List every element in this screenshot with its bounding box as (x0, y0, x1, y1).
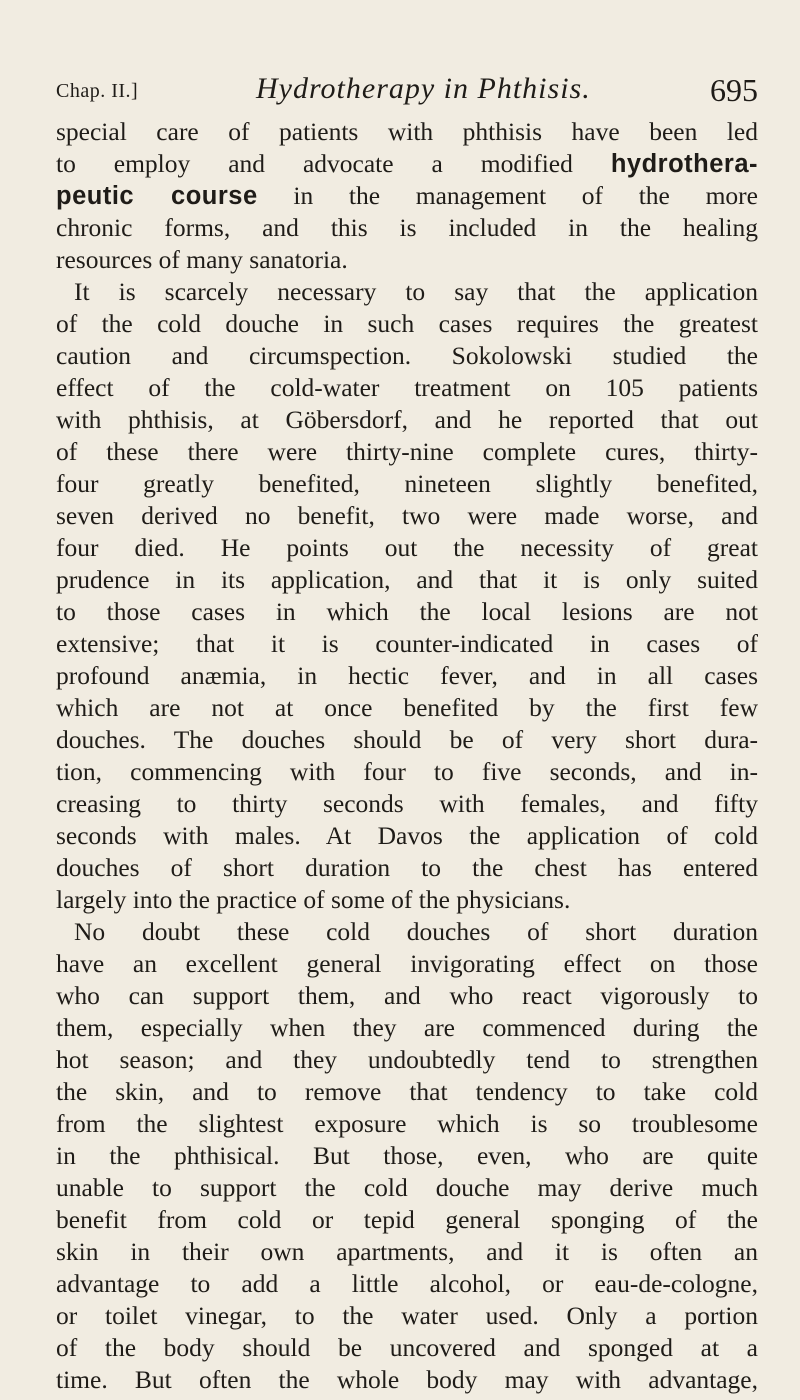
text-line (56, 1236, 758, 1268)
text-line (56, 628, 758, 660)
text-line (56, 1268, 758, 1300)
text-line (56, 1204, 758, 1236)
text-segment: seven derived no benefit, two were made worse, and (56, 501, 758, 530)
text-line (56, 660, 758, 692)
chapter-label: Chap. II.] (56, 80, 139, 102)
text-segment: to those cases in which the local lesions are not (56, 597, 758, 626)
text-line (56, 244, 758, 276)
text-segment: It is scarcely necessary to say that the application (74, 277, 758, 306)
text-segment: extensive; that it is counter-indicated in cases of (56, 629, 758, 658)
running-title: Hydrotherapy in Phthisis. (256, 72, 591, 105)
text-line (56, 1300, 758, 1332)
text-segment: douches of short duration to the chest has entered (56, 853, 758, 882)
text-line (56, 308, 758, 340)
text-line (56, 212, 758, 244)
text-line (56, 436, 758, 468)
text-line (56, 692, 758, 724)
text-segment: time. But often the whole body may with advantage, (56, 1365, 758, 1394)
text-line (56, 500, 758, 532)
text-segment: skin in their own apartments, and it is often an (56, 1237, 758, 1266)
text-line (56, 724, 758, 756)
text-segment: advantage to add a little alcohol, or eau-de-cologne, (56, 1269, 758, 1298)
text-line (56, 1012, 758, 1044)
text-segment: caution and circumspection. Sokolowski studied the (56, 341, 758, 370)
text-segment: in the management of the more (257, 181, 758, 210)
text-segment: resources of many sanatoria. (56, 245, 348, 274)
text-line (56, 564, 758, 596)
text-segment: of these there were thirty-nine complete cures, thirty- (56, 437, 758, 466)
text-line (56, 756, 758, 788)
text-line (56, 1076, 758, 1108)
text-line (56, 276, 758, 308)
text-line (56, 1332, 758, 1364)
text-line (56, 852, 758, 884)
text-line (56, 532, 758, 564)
body-text (56, 116, 758, 1396)
text-segment: four greatly benefited, nineteen slightly benefited, (56, 469, 758, 498)
text-line (56, 1140, 758, 1172)
bold-term: hydrothera- (610, 150, 758, 178)
text-segment: to employ and advocate a modified (56, 149, 611, 178)
text-segment: No doubt these cold douches of short duration (74, 917, 758, 946)
text-segment: seconds with males. At Davos the application of cold (56, 821, 758, 850)
text-segment: of the body should be uncovered and sponged at a (56, 1333, 758, 1362)
running-head (56, 70, 758, 110)
text-segment: special care of patients with phthisis have been led (56, 117, 758, 146)
text-segment: chronic forms, and this is included in the healing (56, 213, 758, 242)
text-line (56, 372, 758, 404)
text-segment: creasing to thirty seconds with females, and fifty (56, 789, 758, 818)
text-line (56, 340, 758, 372)
text-line (56, 116, 758, 148)
text-line (56, 404, 758, 436)
text-line (56, 596, 758, 628)
text-segment: or toilet vinegar, to the water used. Only a portion (56, 1301, 758, 1330)
text-segment: tion, commencing with four to five seconds, and in- (56, 757, 758, 786)
text-line (56, 468, 758, 500)
text-line (56, 1364, 758, 1396)
text-segment: benefit from cold or tepid general sponging of the (56, 1205, 758, 1234)
text-segment: have an excellent general invigorating effect on those (56, 949, 758, 978)
text-line (56, 916, 758, 948)
text-line (56, 948, 758, 980)
text-segment: which are not at once benefited by the first few (56, 693, 758, 722)
text-line (56, 884, 758, 916)
text-segment: them, especially when they are commenced during the (56, 1013, 758, 1042)
text-line (56, 148, 758, 180)
text-segment: profound anæmia, in hectic fever, and in all cases (56, 661, 758, 690)
text-segment: unable to support the cold douche may derive much (56, 1173, 758, 1202)
text-line (56, 788, 758, 820)
text-line (56, 1108, 758, 1140)
text-line (56, 180, 758, 212)
text-segment: prudence in its application, and that it is only suited (56, 565, 758, 594)
text-segment: from the slightest exposure which is so troublesome (56, 1109, 758, 1138)
text-segment: in the phthisical. But those, even, who are quite (56, 1141, 758, 1170)
text-segment: douches. The douches should be of very short dura- (56, 725, 758, 754)
text-segment: four died. He points out the necessity of great (56, 533, 758, 562)
page-number: 695 (710, 72, 758, 108)
bold-term: peutic course (56, 182, 258, 210)
text-segment: of the cold douche in such cases requires the greatest (56, 309, 758, 338)
text-line (56, 820, 758, 852)
text-segment: the skin, and to remove that tendency to take cold (56, 1077, 758, 1106)
text-segment: with phthisis, at Göbersdorf, and he reported that out (56, 405, 758, 434)
text-segment: hot season; and they undoubtedly tend to strengthen (56, 1045, 758, 1074)
text-segment: largely into the practice of some of the physicians. (56, 885, 571, 914)
text-line (56, 1044, 758, 1076)
text-segment: effect of the cold-water treatment on 105 patients (56, 373, 758, 402)
text-line (56, 980, 758, 1012)
text-segment: who can support them, and who react vigorously to (56, 981, 758, 1010)
text-line (56, 1172, 758, 1204)
